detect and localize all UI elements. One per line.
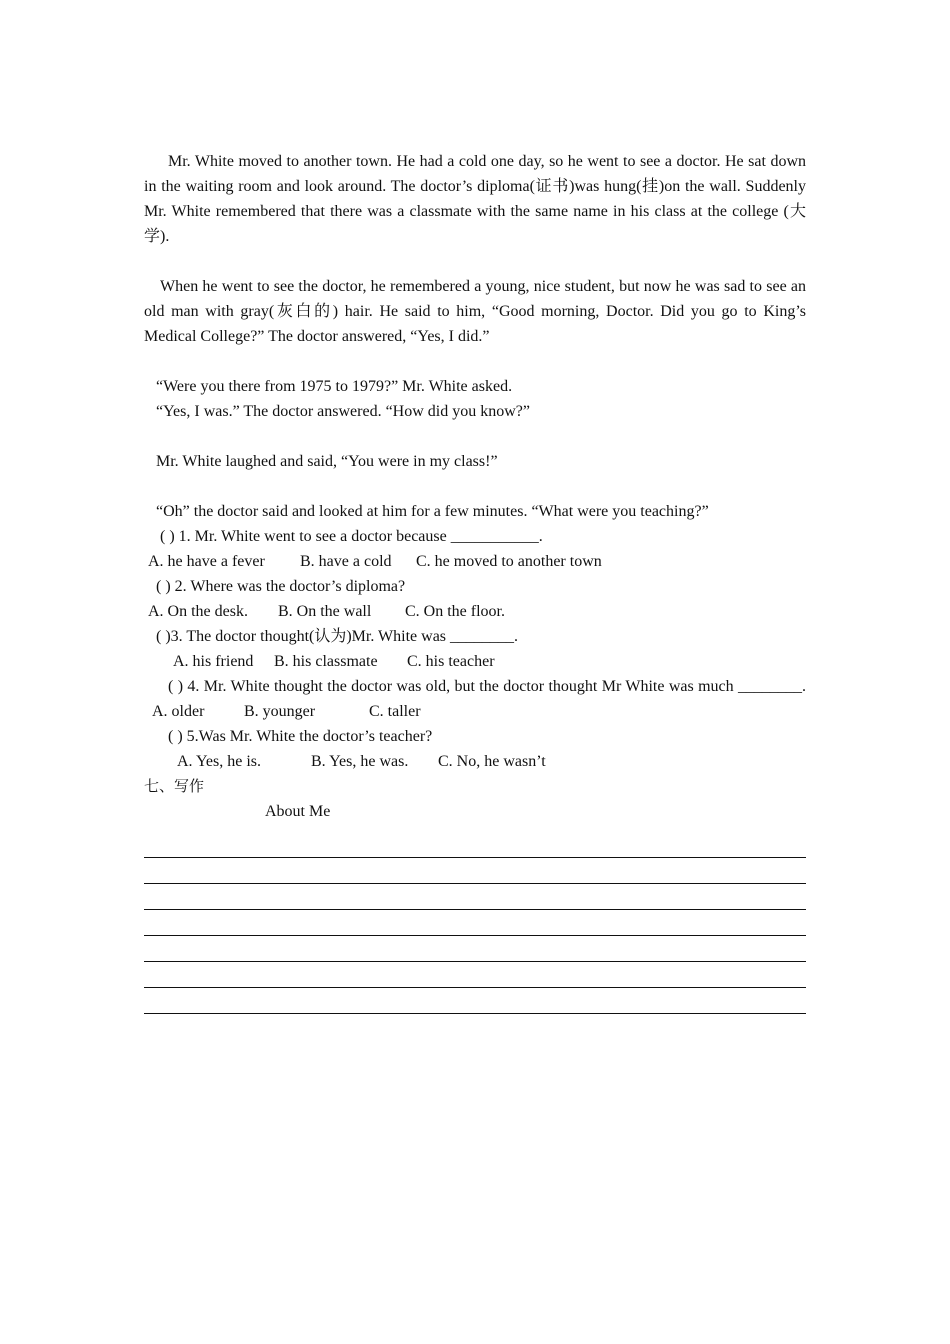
question-3-option-c: C. his teacher [407,653,495,670]
question-2-option-a: A. On the desk. [148,603,248,620]
question-1-option-c: C. he moved to another town [416,553,602,570]
question-4-stem: ( ) 4. Mr. White thought the doctor was old, but the doctor thought Mr White was much ________. [168,678,806,695]
question-3-option-a: A. his friend [173,653,254,670]
writing-section-heading: 七、写作 [144,777,205,795]
question-2-options [144,599,806,624]
dialogue-line-4: “Oh” the doctor said and looked at him for a few minutes. “What were you teaching?” [156,503,709,520]
question-4-option-a: A. older [152,703,205,720]
question-3-option-b: B. his classmate [274,653,378,670]
worksheet-content [144,149,806,1014]
question-2-stem: ( ) 2. Where was the doctor’s diploma? [156,578,406,595]
writing-line[interactable] [144,988,806,1014]
writing-line[interactable] [144,936,806,962]
question-5-option-a: A. Yes, he is. [177,753,262,770]
writing-line[interactable] [144,962,806,988]
question-3-options [144,649,806,674]
dialogue-line-2: “Yes, I was.” The doctor answered. “How did you know?” [156,403,530,420]
writing-title: About Me [265,803,331,820]
question-5-option-b: B. Yes, he was. [311,753,409,770]
passage-paragraph-2: When he went to see the doctor, he remembered a young, nice student, but now he was sad to see an old man with gray(灰白的) hair. He said to him, “Good morning, Doctor. Did you go to King’s Medical College?” The doctor answered, “Yes, I did.” [144,278,806,345]
question-5-stem: ( ) 5.Was Mr. White the doctor’s teacher? [168,728,433,745]
question-1-options [144,549,806,574]
writing-lines [144,832,806,1014]
question-4-option-c: C. taller [369,703,421,720]
question-1-stem: ( ) 1. Mr. White went to see a doctor because ___________. [160,528,543,545]
passage-paragraph-1: Mr. White moved to another town. He had a cold one day, so he went to see a doctor. He sat down in the waiting room and look around. The doctor’s diploma(证书)was hung(挂)on the wall. Suddenly Mr. White remembered that there was a classmate with the same name in his class at the college (大学). [144,153,806,245]
writing-line[interactable] [144,832,806,858]
writing-line[interactable] [144,910,806,936]
question-5-option-c: C. No, he wasn’t [438,753,546,770]
dialogue-line-1: “Were you there from 1975 to 1979?” Mr. White asked. [156,378,513,395]
dialogue-line-3: Mr. White laughed and said, “You were in my class!” [156,453,498,470]
question-4-options [144,699,806,724]
writing-line[interactable] [144,884,806,910]
question-1-option-b: B. have a cold [300,553,392,570]
writing-line[interactable] [144,858,806,884]
question-3-stem: ( )3. The doctor thought(认为)Mr. White was ________. [156,628,519,645]
question-1-option-a: A. he have a fever [148,553,265,570]
question-5-options [144,749,806,774]
question-2-option-b: B. On the wall [278,603,372,620]
question-4-option-b: B. younger [244,703,316,720]
question-2-option-c: C. On the floor. [405,603,505,620]
